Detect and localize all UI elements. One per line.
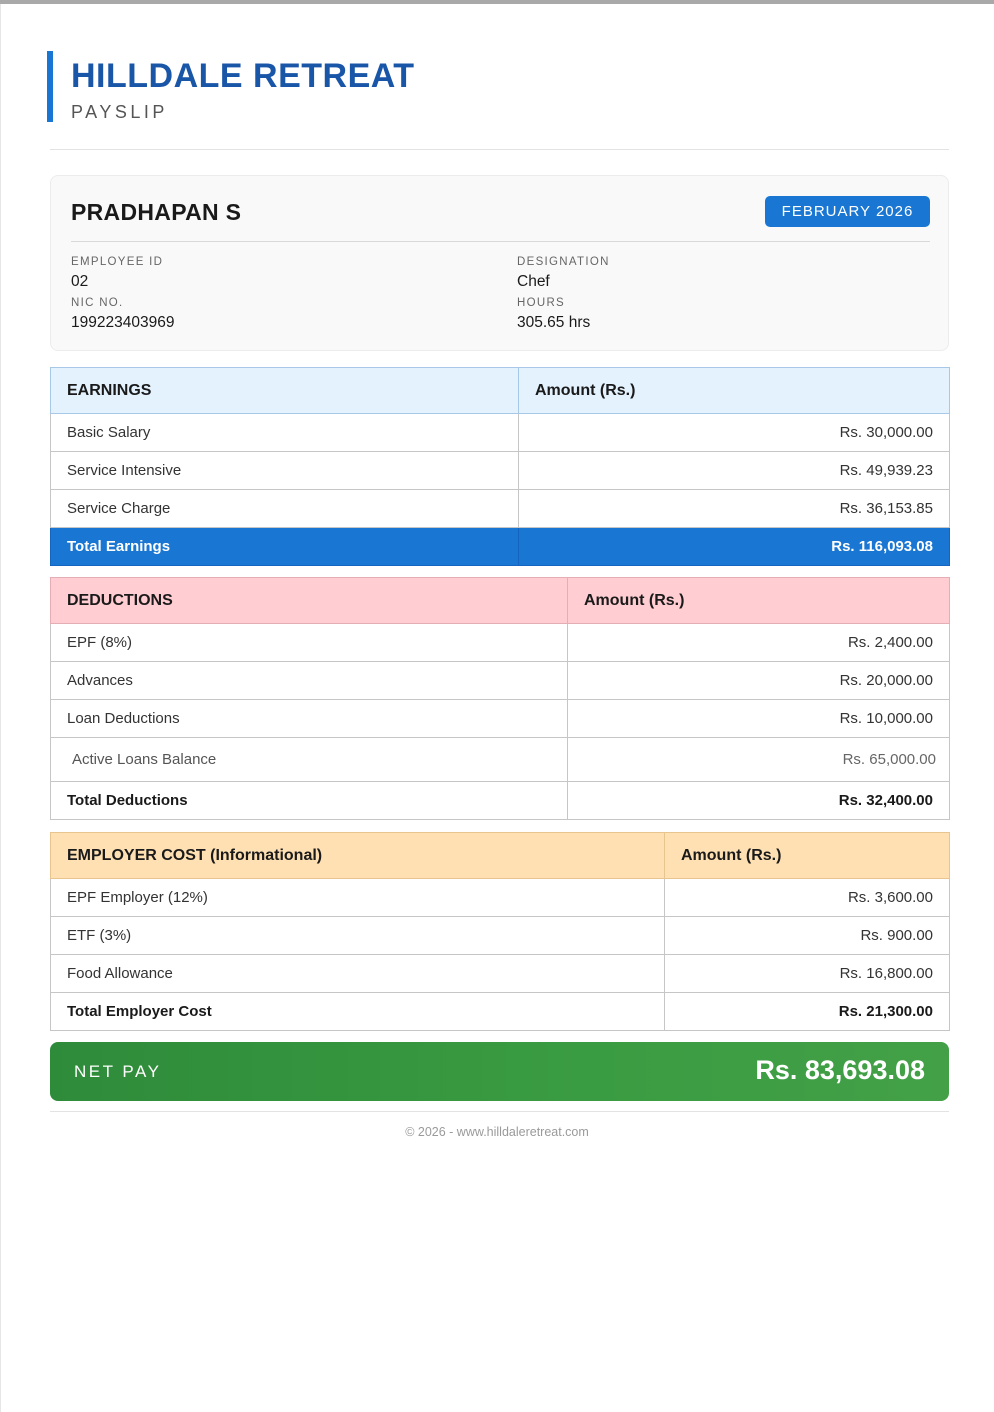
employer-header: EMPLOYER COST (Informational) bbox=[51, 833, 665, 879]
row-label: Advances bbox=[51, 662, 568, 700]
row-label: Basic Salary bbox=[51, 414, 519, 452]
card-divider bbox=[71, 241, 930, 242]
earnings-header: EARNINGS bbox=[51, 368, 519, 414]
earnings-amount-header: Amount (Rs.) bbox=[519, 368, 950, 414]
row-amount: Rs. 16,800.00 bbox=[665, 955, 950, 993]
row-amount: Rs. 49,939.23 bbox=[519, 452, 950, 490]
row-amount: Rs. 2,400.00 bbox=[568, 624, 950, 662]
nic-value: 199223403969 bbox=[71, 314, 175, 331]
row-amount: Rs. 30,000.00 bbox=[519, 414, 950, 452]
nic-label: NIC NO. bbox=[71, 297, 124, 309]
table-row bbox=[51, 490, 950, 528]
employee-id-value: 02 bbox=[71, 273, 89, 290]
deductions-header-row bbox=[51, 578, 950, 624]
employer-total-label: Total Employer Cost bbox=[51, 993, 665, 1031]
employee-card bbox=[50, 175, 949, 351]
net-pay-banner bbox=[50, 1042, 949, 1101]
row-amount: Rs. 3,600.00 bbox=[665, 879, 950, 917]
net-pay-amount: Rs. 83,693.08 bbox=[755, 1055, 925, 1085]
row-amount: Rs. 900.00 bbox=[665, 917, 950, 955]
deductions-total-row bbox=[51, 782, 950, 820]
table-row bbox=[51, 662, 950, 700]
employer-cost-table bbox=[50, 832, 950, 1031]
deductions-amount-header: Amount (Rs.) bbox=[568, 578, 950, 624]
earnings-total-row bbox=[51, 528, 950, 566]
row-label: ETF (3%) bbox=[51, 917, 665, 955]
net-pay-label: NET PAY bbox=[74, 1062, 162, 1081]
employer-amount-header: Amount (Rs.) bbox=[665, 833, 950, 879]
footer-divider bbox=[50, 1111, 949, 1112]
company-header bbox=[47, 51, 415, 122]
earnings-total-label: Total Earnings bbox=[51, 528, 519, 566]
table-row bbox=[51, 955, 950, 993]
earnings-table bbox=[50, 367, 950, 566]
designation-field bbox=[517, 256, 610, 291]
deductions-total-amount: Rs. 32,400.00 bbox=[568, 782, 950, 820]
row-label: Service Intensive bbox=[51, 452, 519, 490]
earnings-header-row bbox=[51, 368, 950, 414]
nic-field bbox=[71, 297, 174, 332]
active-loans-amount: Rs. 65,000.00 bbox=[568, 738, 950, 782]
table-row bbox=[51, 700, 950, 738]
hours-value: 305.65 hrs bbox=[517, 314, 591, 331]
deductions-table bbox=[50, 577, 950, 820]
header-divider bbox=[50, 149, 949, 150]
table-row bbox=[51, 624, 950, 662]
row-amount: Rs. 20,000.00 bbox=[568, 662, 950, 700]
employer-total-amount: Rs. 21,300.00 bbox=[665, 993, 950, 1031]
employee-id-field bbox=[71, 256, 163, 291]
employee-name: PRADHAPAN S bbox=[71, 199, 242, 225]
row-label: EPF (8%) bbox=[51, 624, 568, 662]
deductions-total-label: Total Deductions bbox=[51, 782, 568, 820]
row-label: Service Charge bbox=[51, 490, 519, 528]
deductions-header: DEDUCTIONS bbox=[51, 578, 568, 624]
footer-text: © 2026 - www.hilldaleretreat.com bbox=[405, 1125, 589, 1139]
employer-total-row bbox=[51, 993, 950, 1031]
table-row bbox=[51, 879, 950, 917]
table-row bbox=[51, 917, 950, 955]
document-type: PAYSLIP bbox=[71, 102, 168, 122]
page-edge bbox=[0, 4, 1, 1412]
earnings-total-amount: Rs. 116,093.08 bbox=[519, 528, 950, 566]
row-amount: Rs. 10,000.00 bbox=[568, 700, 950, 738]
active-loans-row bbox=[51, 738, 950, 782]
employer-header-row bbox=[51, 833, 950, 879]
row-label: Food Allowance bbox=[51, 955, 665, 993]
pay-period-badge: FEBRUARY 2026 bbox=[765, 196, 930, 227]
top-border bbox=[0, 0, 994, 4]
designation-value: Chef bbox=[517, 273, 550, 290]
row-amount: Rs. 36,153.85 bbox=[519, 490, 950, 528]
designation-label: DESIGNATION bbox=[517, 256, 610, 268]
employee-id-label: EMPLOYEE ID bbox=[71, 256, 164, 268]
row-label: EPF Employer (12%) bbox=[51, 879, 665, 917]
table-row bbox=[51, 414, 950, 452]
row-label: Loan Deductions bbox=[51, 700, 568, 738]
company-name: HILLDALE RETREAT bbox=[71, 57, 415, 95]
hours-field bbox=[517, 297, 590, 332]
table-row bbox=[51, 452, 950, 490]
hours-label: HOURS bbox=[517, 297, 566, 309]
active-loans-label: Active Loans Balance bbox=[51, 738, 568, 782]
